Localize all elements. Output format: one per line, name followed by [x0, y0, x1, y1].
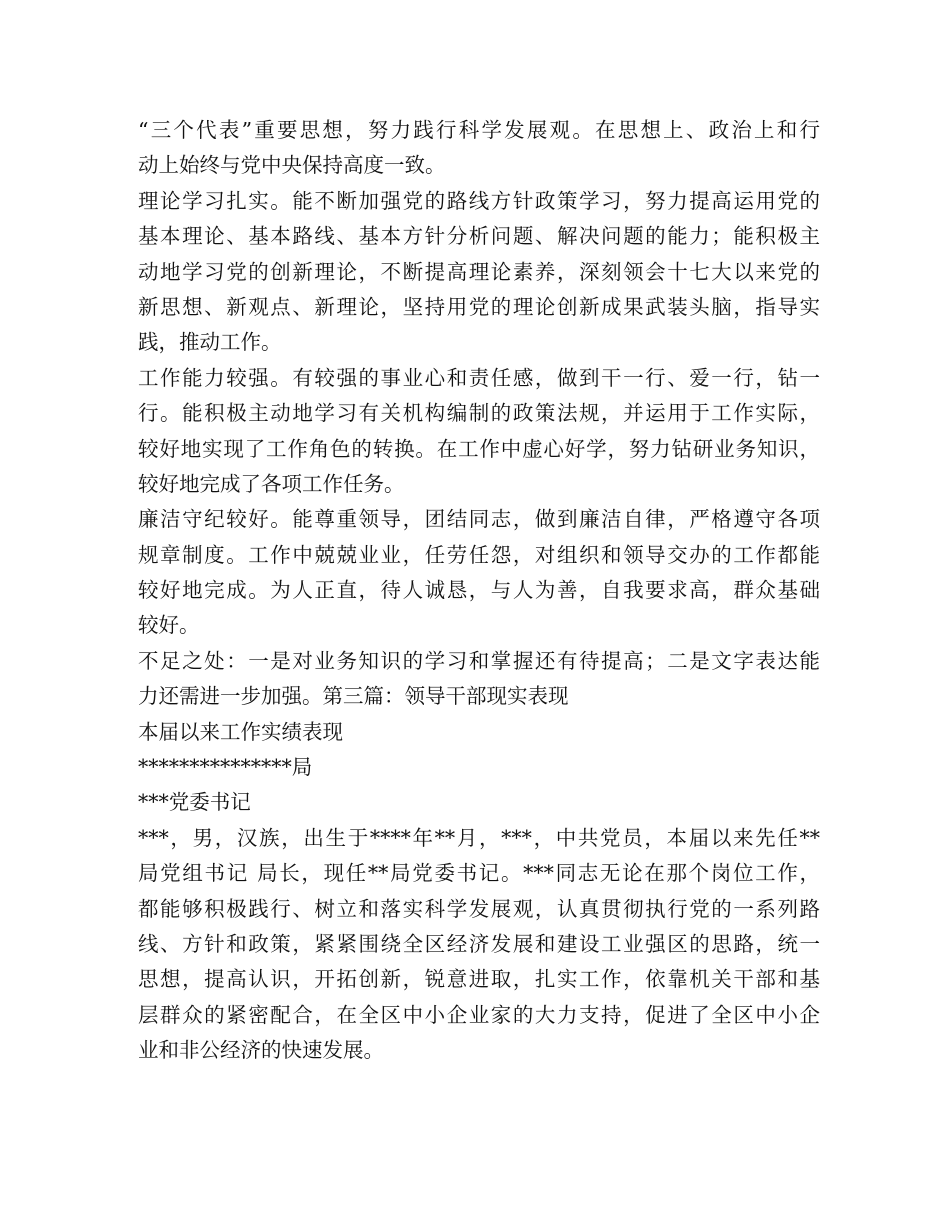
text-line: 较好。: [138, 613, 200, 638]
text-line: 业和非公经济的快速发展。: [138, 1038, 384, 1063]
text-line: ***党委书记: [138, 790, 251, 815]
text-line: 规章制度。工作中兢兢业业，任劳任怨，对组织和领导交办的工作都能: [138, 542, 820, 567]
text-line: 廉洁守纪较好。能尊重领导，团结同志，做到廉洁自律，严格遵守各项: [138, 507, 820, 532]
text-line: 层群众的紧密配合，在全区中小企业家的大力支持，促进了全区中小企: [138, 1002, 820, 1027]
text-line: 本届以来工作实绩表现: [138, 719, 343, 744]
text-line: 理论学习扎实。能不断加强党的路线方针政策学习，努力提高运用党的: [138, 188, 820, 213]
text-line: 动地学习党的创新理论，不断提高理论素养，深刻领会十七大以来党的: [138, 259, 820, 284]
text-line: 线、方针和政策，紧紧围绕全区经济发展和建设工业强区的思路，统一: [138, 931, 820, 956]
document-body-text: [138, 113, 820, 1069]
text-line: 局党组书记 局长，现任**局党委书记。***同志无论在那个岗位工作，: [138, 861, 820, 886]
text-line: 基本理论、基本路线、基本方针分析问题、解决问题的能力；能积极主: [138, 224, 820, 249]
text-line: ***************局: [138, 755, 313, 780]
text-line: 践，推动工作。: [138, 330, 282, 355]
text-line: 较好地完成了各项工作任务。: [138, 471, 405, 496]
text-line: 新思想、新观点、新理论，坚持用党的理论创新成果武装头脑，指导实: [138, 294, 820, 319]
text-line: 思想，提高认识，开拓创新，锐意进取，扎实工作，依靠机关干部和基: [138, 967, 820, 992]
text-line: “三个代表”重要思想，努力践行科学发展观。在思想上、政治上和行: [138, 118, 820, 142]
text-line: 都能够积极践行、树立和落实科学发展观，认真贯彻执行党的一系列路: [138, 896, 820, 921]
text-line: 动上始终与党中央保持高度一致。: [138, 153, 446, 178]
text-line: 工作能力较强。有较强的事业心和责任感，做到干一行、爱一行，钻一: [138, 365, 820, 390]
text-line: 较好地实现了工作角色的转换。在工作中虚心好学，努力钻研业务知识，: [138, 436, 820, 461]
text-line: 行。能积极主动地学习有关机构编制的政策法规，并运用于工作实际，: [138, 401, 820, 426]
text-line: 不足之处：一是对业务知识的学习和掌握还有待提高；二是文字表达能: [138, 648, 820, 673]
text-line: 较好地完成。为人正直，待人诚恳，与人为善，自我要求高，群众基础: [138, 578, 820, 603]
text-line: 力还需进一步加强。第三篇：领导干部现实表现: [138, 684, 569, 709]
text-line: ***，男，汉族，出生于****年**月，***，中共党员，本届以来先任**: [138, 825, 820, 850]
